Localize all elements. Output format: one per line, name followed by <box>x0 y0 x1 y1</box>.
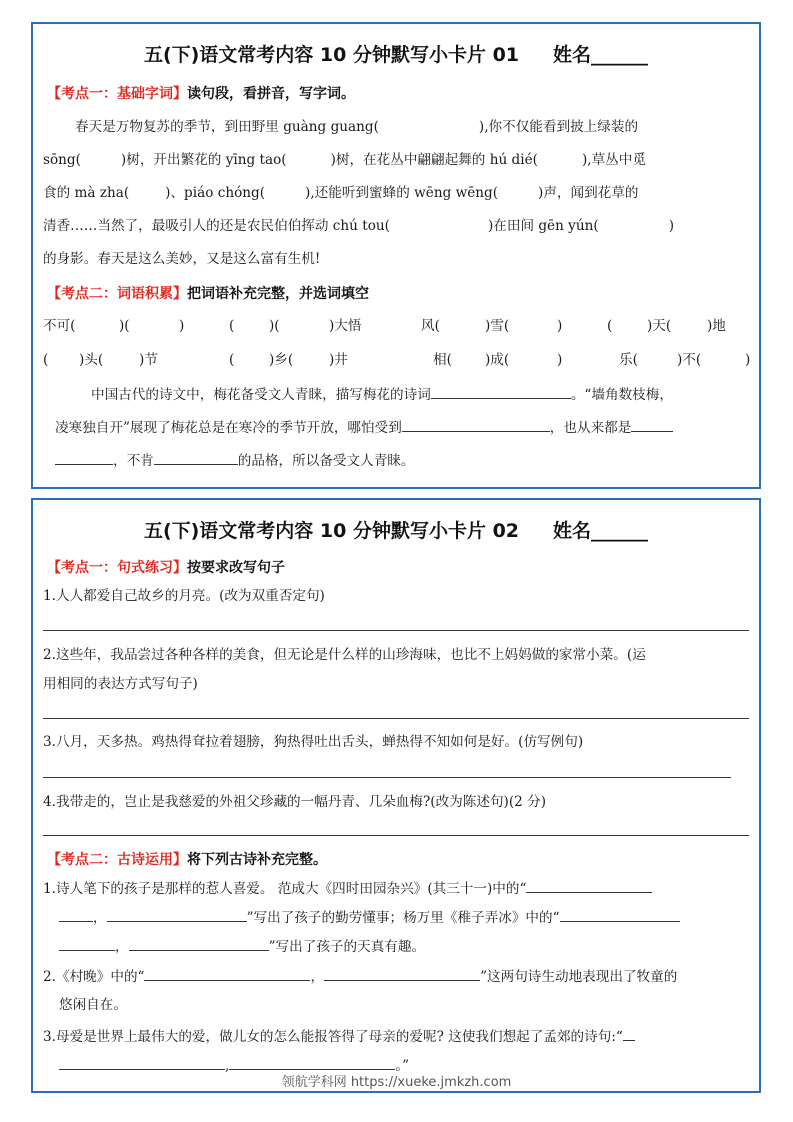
section-tag: 【考点一：句式练习】 <box>47 560 187 576</box>
text-segment: 2.《村晚》中的“ <box>43 969 145 985</box>
paragraph-line <box>75 117 638 137</box>
idiom-part: ) <box>745 352 751 368</box>
idiom-part: )( <box>119 318 130 334</box>
section-heading <box>47 284 369 304</box>
answer-blank[interactable] <box>324 966 480 981</box>
idiom-part: )( <box>269 318 280 334</box>
answer-blank[interactable] <box>229 1055 395 1070</box>
section-heading <box>47 84 355 104</box>
text-segment: ”写出了孩子的勤劳懂事；杨万里《稚子弄冰》中的“ <box>246 910 560 926</box>
text-segment: ),草丛中觅 <box>581 152 646 168</box>
idiom-part: )地 <box>707 318 726 334</box>
idiom-part: ( <box>229 352 235 368</box>
text-segment: 的品格，所以备受文人青睐。 <box>237 453 415 469</box>
idiom-part: )雪( <box>485 318 510 334</box>
idiom-row <box>43 350 753 370</box>
answer-blank[interactable] <box>129 936 269 951</box>
text-segment: ， <box>310 969 325 985</box>
poem-question-1 <box>43 878 652 899</box>
card-title <box>33 516 759 543</box>
text-segment: ，不肯 <box>113 453 154 469</box>
text-segment: ，也从来都是 <box>549 420 632 436</box>
text-segment: 3.母爱是世界上最伟大的爱，做儿女的怎么能报答得了母亲的爱呢? 这使我们想起了孟郊的诗句:“ <box>43 1029 623 1045</box>
paragraph-line <box>43 216 674 236</box>
idiom-row <box>43 316 753 336</box>
dictation-card-01 <box>31 22 761 489</box>
text-segment: ， <box>115 939 129 955</box>
answer-blank[interactable] <box>631 417 673 432</box>
text-segment: 。“墙角数枝梅， <box>570 387 673 403</box>
answer-blank[interactable] <box>55 450 113 465</box>
text-segment: 食的 mà zha( <box>43 185 130 201</box>
text-segment: )在田间 gēn yún( <box>487 218 599 234</box>
question-1: 1.人人都爱自己故乡的月亮。(改为双重否定句) <box>43 588 325 604</box>
name-label: 姓名______ <box>553 520 649 542</box>
idiom-part: 乐( <box>619 352 638 368</box>
idiom-part: )大悟 <box>329 318 362 334</box>
answer-blank[interactable] <box>107 907 247 922</box>
question-2-continued: 用相同的表达方式写句子) <box>43 676 198 692</box>
text-segment: ”这两句诗生动地表现出了牧童的 <box>480 969 678 985</box>
poem-question-2 <box>43 966 677 987</box>
idiom-part: ) <box>557 318 563 334</box>
poem-question-2-continued: 悠闲自在。 <box>59 997 127 1013</box>
idiom-part: )乡( <box>269 352 294 368</box>
dictation-card-02 <box>31 498 761 1093</box>
idiom-part: ( <box>43 352 49 368</box>
section-instruction: 按要求改写句子 <box>187 560 285 576</box>
text-segment: ”写出了孩子的天真有趣。 <box>268 939 426 955</box>
text-segment: 春天是万物复苏的季节，到田野里 guàng guang( <box>75 119 379 135</box>
idiom-part: ( <box>607 318 613 334</box>
text-segment: 中国古代的诗文中，梅花备受文人青睐，描写梅花的诗词 <box>91 387 431 403</box>
text-segment: 清香……当然了，最吸引人的还是农民伯伯挥动 chú tou( <box>43 218 390 234</box>
answer-blank[interactable] <box>59 907 93 922</box>
card-title-text: 五(下)语文常考内容 10 分钟默写小卡片 01 <box>143 44 520 66</box>
question-3: 3.八月，天多热。鸡热得耷拉着翅膀，狗热得吐出舌头，蝉热得不知如何是好。(仿写例句) <box>43 734 584 750</box>
section-heading <box>47 558 285 578</box>
section-tag: 【考点二：古诗运用】 <box>47 852 187 868</box>
paragraph-line: 的身影。春天是这么美妙，又是这么富有生机! <box>43 251 321 267</box>
answer-blank[interactable] <box>560 907 680 922</box>
answer-line[interactable] <box>43 835 749 836</box>
idiom-part: 相( <box>433 352 452 368</box>
answer-line[interactable] <box>43 718 749 719</box>
section-instruction: 把词语补充完整，并选词填空 <box>187 286 369 302</box>
idiom-part: )井 <box>329 352 348 368</box>
idiom-part: )节 <box>139 352 158 368</box>
text-segment: 1.诗人笔下的孩子是那样的惹人喜爱。 范成大《四时田园杂兴》(其三十一)中的“ <box>43 881 527 897</box>
answer-blank[interactable] <box>526 878 652 893</box>
fill-line <box>55 450 415 471</box>
answer-blank[interactable] <box>431 384 571 399</box>
idiom-part: 不可( <box>43 318 76 334</box>
text-segment: ) <box>668 218 674 234</box>
text-segment: ),你不仅能看到披上绿装的 <box>478 119 639 135</box>
idiom-part: ) <box>179 318 185 334</box>
text-segment: 凌寒独自开”展现了梅花总是在寒冷的季节开放，哪怕受到 <box>55 420 402 436</box>
idiom-part: ) <box>557 352 563 368</box>
idiom-part: )头( <box>79 352 104 368</box>
card-title <box>33 40 759 67</box>
text-segment: )树，在花丛中翩翩起舞的 hú dié( <box>330 152 538 168</box>
idiom-part: )天( <box>647 318 672 334</box>
answer-blank[interactable] <box>623 1026 635 1041</box>
poem-question-1-continued <box>59 936 425 957</box>
answer-line[interactable] <box>43 630 749 631</box>
text-segment: 。” <box>395 1058 410 1074</box>
question-2: 2.这些年，我品尝过各种各样的美食，但无论是什么样的山珍海味，也比不上妈妈做的家常小菜。(运 <box>43 647 646 663</box>
page-footer: 领航学科网 https://xueke.jmkzh.com <box>281 1075 512 1090</box>
name-label: 姓名______ <box>553 44 649 66</box>
poem-question-3 <box>43 1026 635 1047</box>
answer-blank[interactable] <box>144 966 310 981</box>
section-instruction: 将下列古诗补充完整。 <box>187 852 327 868</box>
idiom-part: )不( <box>677 352 702 368</box>
answer-blank[interactable] <box>402 417 550 432</box>
question-4: 4.我带走的，岂止是我慈爱的外祖父珍藏的一幅丹青、几朵血梅?(改为陈述句)(2 分) <box>43 794 547 810</box>
fill-line <box>55 417 673 438</box>
answer-line[interactable] <box>43 777 731 778</box>
paragraph-line <box>43 150 646 170</box>
idiom-part: ( <box>229 318 235 334</box>
section-tag: 【考点一：基础字词】 <box>47 86 187 102</box>
poem-question-1-continued <box>59 907 680 928</box>
paragraph-line <box>43 183 639 203</box>
text-segment: , <box>225 1058 230 1074</box>
text-segment: sōng( <box>43 152 81 168</box>
text-segment: ， <box>93 910 107 926</box>
answer-blank[interactable] <box>59 936 115 951</box>
idiom-part: )成( <box>485 352 510 368</box>
text-segment: )、piáo chóng( <box>165 185 266 201</box>
section-heading <box>47 850 327 870</box>
text-segment: ),还能听到蜜蜂的 wēng wēng( <box>305 185 499 201</box>
card-title-text: 五(下)语文常考内容 10 分钟默写小卡片 02 <box>143 520 520 542</box>
idiom-part: 风( <box>421 318 440 334</box>
answer-blank[interactable] <box>154 450 238 465</box>
text-segment: )树，开出繁花的 yīng tao( <box>120 152 287 168</box>
fill-line <box>91 384 673 405</box>
answer-blank[interactable] <box>59 1055 225 1070</box>
text-segment: )声，闻到花草的 <box>538 185 639 201</box>
section-tag: 【考点二：词语积累】 <box>47 286 187 302</box>
section-instruction: 读句段，看拼音，写字词。 <box>187 86 355 102</box>
